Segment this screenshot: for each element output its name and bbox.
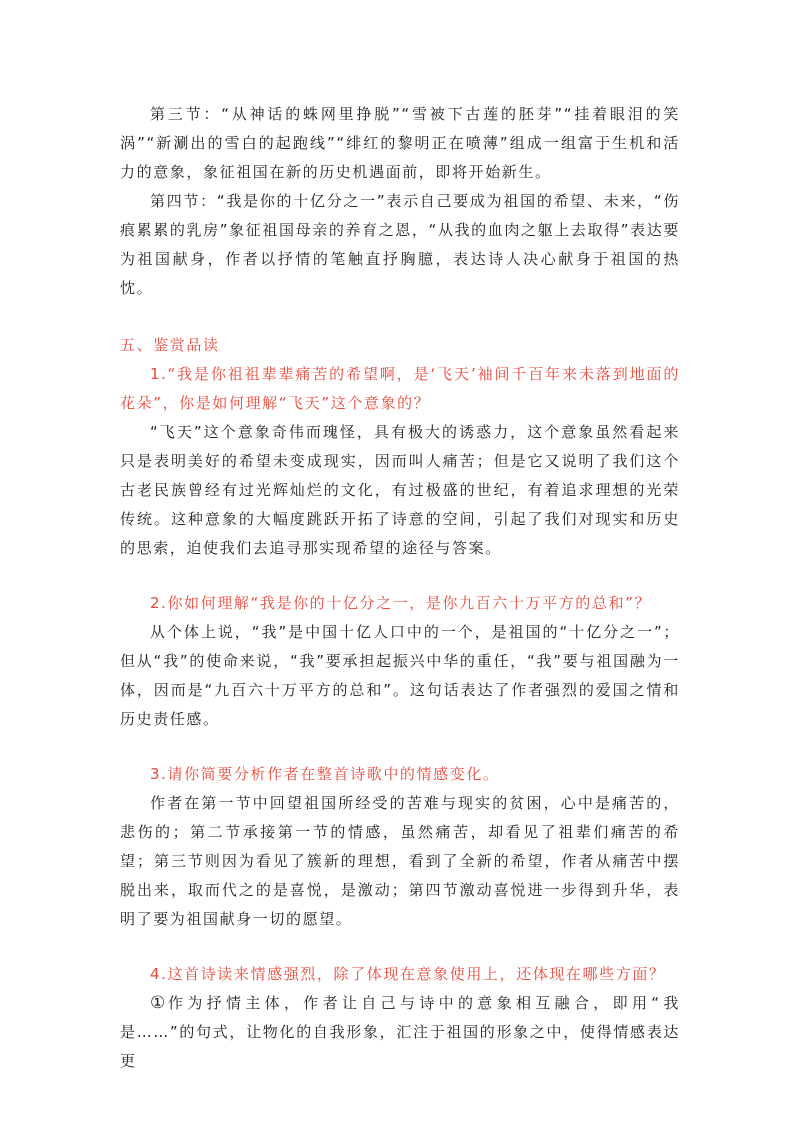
- paragraph-section-four: 第四节：“我是你的十亿分之一”表示自己要成为祖国的希望、未来，“伤痕累累的乳房”象征祖国母亲的养育之恩，“从我的血肉之躯上去取得”表达要为祖国献身，作者以抒情的笔触直抒胸臆，表达诗人决心献身于祖国的热忱。: [120, 192, 680, 297]
- answer-2: 从个体上说，“我”是中国十亿人口中的一个，是祖国的“十亿分之一”；但从“我”的使命来说，“我”要承担起振兴中华的重任，“我”要与祖国融为一体，因而是“九百六十万平方的总和”。这句话表达了作者强烈的爱国之情和历史责任感。: [120, 623, 680, 728]
- document-body: [120, 100, 680, 1076]
- section-heading: 五、鉴赏品读: [120, 336, 220, 354]
- circled-number-marker: ①: [150, 993, 168, 1013]
- answer-4: [120, 989, 680, 1076]
- answer-3: 作者在第一节中回望祖国所经受的苦难与现实的贫困，心中是痛苦的，悲伤的；第二节承接第一节的情感，虽然痛苦，却看见了祖辈们痛苦的希望；第三节则因为看见了簇新的理想，看到了全新的希望，作者从痛苦中摆脱出来，取而代之的是喜悦，是激动；第四节激动喜悦进一步得到升华，表明了要为祖国献身一切的愿望。: [120, 794, 680, 928]
- question-3: 3.请你简要分析作者在整首诗歌中的情感变化。: [150, 765, 500, 783]
- question-4: 4.这首诗读来情感强烈，除了体现在意象使用上，还体现在哪些方面？: [150, 965, 666, 983]
- question-1: 1.“我是你祖祖辈辈痛苦的希望啊，是‘飞天’袖间千百年来未落到地面的花朵”，你是如何理解“飞天”这个意象的？: [120, 365, 680, 412]
- paragraph-section-three: 第三节：“从神话的蛛网里挣脱”“雪被下古莲的胚芽”“挂着眼泪的笑涡”“新涮出的雪白的起跑线”“绯红的黎明正在喷薄”组成一组富于生机和活力的意象，象征祖国在新的历史机遇面前，即将开始新生。: [120, 105, 680, 181]
- answer-4-text: 作为抒情主体，作者让自己与诗中的意象相互融合，即用“我是……”的句式，让物化的自我形象，汇注于祖国的形象之中，使得情感表达更: [120, 994, 680, 1070]
- question-2: 2.你如何理解“我是你的十亿分之一，是你九百六十万平方的总和”？: [150, 594, 652, 612]
- answer-1: “飞天”这个意象奇伟而瑰怪，具有极大的诱惑力，这个意象虽然看起来只是表明美好的希望未变成现实，因而叫人痛苦；但是它又说明了我们这个古老民族曾经有过光辉灿烂的文化，有过极盛的世纪，有着追求理想的光荣传统。这种意象的大幅度跳跃开拓了诗意的空间，引起了我们对现实和历史的思索，迫使我们去追寻那实现希望的途径与答案。: [120, 423, 680, 557]
